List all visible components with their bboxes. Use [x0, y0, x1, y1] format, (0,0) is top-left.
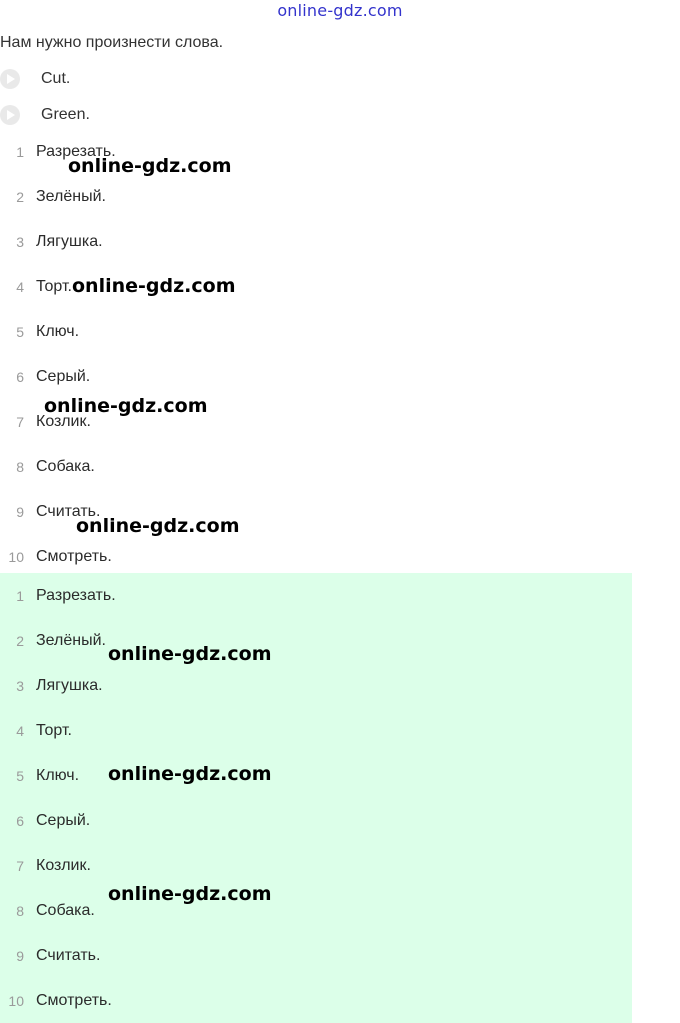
item-number: 5	[16, 767, 24, 784]
list-item	[0, 753, 632, 798]
watermark: online-gdz.com	[108, 883, 272, 905]
item-word: Зелёный.	[36, 187, 106, 205]
answer-list	[0, 573, 632, 1023]
item-number: 2	[16, 632, 24, 649]
item-number: 8	[16, 458, 24, 475]
item-number: 1	[16, 587, 24, 604]
item-number: 4	[16, 722, 24, 739]
watermark: online-gdz.com	[108, 643, 272, 665]
item-word: Считать.	[36, 946, 101, 964]
item-word: Ключ.	[36, 766, 80, 784]
play-icon[interactable]	[0, 69, 20, 89]
item-word: Торт.	[36, 721, 72, 739]
list-item	[0, 798, 632, 843]
item-word: Козлик.	[36, 856, 91, 874]
item-number: 9	[16, 503, 24, 520]
list-item	[0, 354, 632, 399]
list-item	[0, 933, 632, 978]
item-number: 9	[16, 947, 24, 964]
list-item	[0, 663, 632, 708]
instruction-text: Нам нужно произнести слова.	[0, 34, 224, 51]
item-number: 10	[8, 992, 24, 1009]
item-word: Разрезать.	[36, 586, 116, 604]
item-number: 3	[16, 677, 24, 694]
word-list	[0, 129, 632, 579]
site-logo[interactable]: online-gdz.com	[277, 1, 403, 20]
item-word: Зелёный.	[36, 631, 106, 649]
list-item	[0, 444, 632, 489]
item-number: 10	[8, 548, 24, 565]
item-number: 8	[16, 902, 24, 919]
list-item	[0, 978, 632, 1023]
play-icon[interactable]	[0, 105, 20, 125]
list-item	[0, 843, 632, 888]
watermark: online-gdz.com	[68, 155, 232, 177]
item-number: 3	[16, 233, 24, 250]
item-word: Серый.	[36, 367, 91, 385]
audio-word: Cut.	[41, 70, 71, 87]
list-item	[0, 573, 632, 618]
item-word: Серый.	[36, 811, 91, 829]
watermark: online-gdz.com	[44, 395, 208, 417]
item-number: 1	[16, 143, 24, 160]
list-item	[0, 888, 632, 933]
list-item	[0, 174, 632, 219]
item-word: Разрезать.	[36, 142, 116, 160]
item-word: Торт.	[36, 277, 72, 295]
item-word: Лягушка.	[36, 232, 103, 250]
list-item	[0, 219, 632, 264]
watermark: online-gdz.com	[76, 515, 240, 537]
list-item	[0, 618, 632, 663]
item-number: 7	[16, 413, 24, 430]
audio-item-cut[interactable]	[0, 67, 70, 91]
item-number: 6	[16, 812, 24, 829]
audio-item-green[interactable]	[0, 103, 90, 127]
watermark: online-gdz.com	[108, 763, 272, 785]
list-item	[0, 708, 632, 753]
audio-word: Green.	[41, 106, 90, 123]
item-word: Считать.	[36, 502, 101, 520]
item-number: 5	[16, 323, 24, 340]
item-number: 4	[16, 278, 24, 295]
item-word: Собака.	[36, 901, 95, 919]
list-item	[0, 309, 632, 354]
item-number: 6	[16, 368, 24, 385]
item-word: Козлик.	[36, 412, 91, 430]
item-word: Ключ.	[36, 322, 80, 340]
item-number: 7	[16, 857, 24, 874]
item-word: Лягушка.	[36, 676, 103, 694]
watermark: online-gdz.com	[72, 275, 236, 297]
item-number: 2	[16, 188, 24, 205]
item-word: Смотреть.	[36, 991, 112, 1009]
item-word: Смотреть.	[36, 547, 112, 565]
item-word: Собака.	[36, 457, 95, 475]
